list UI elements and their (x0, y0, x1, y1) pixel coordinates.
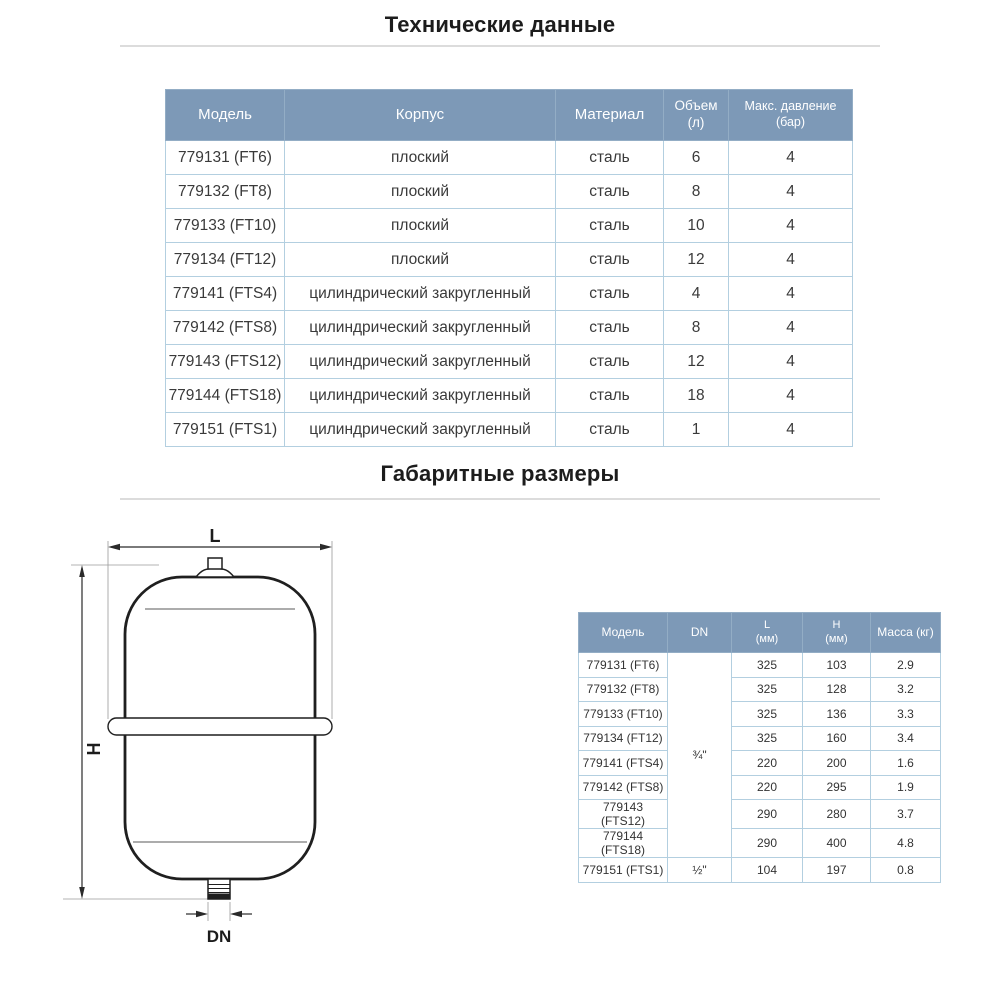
dim-table-header (579, 613, 941, 653)
cell-mass: 3.7 (871, 800, 941, 829)
tech-table-row (166, 345, 853, 379)
cell-model: 779142 (FTS8) (166, 311, 285, 345)
cell-volume: 1 (664, 413, 729, 447)
cell-l: 104 (732, 858, 803, 883)
dim-col-h: H (мм) (803, 613, 871, 653)
dim-table-row (579, 829, 941, 858)
section-divider (120, 498, 880, 500)
cell-mass: 1.6 (871, 751, 941, 776)
cell-dn-group: ¾" (668, 653, 732, 858)
cell-material: сталь (556, 277, 664, 311)
cell-material: сталь (556, 379, 664, 413)
cell-h: 160 (803, 726, 871, 751)
dim-col-dn: DN (668, 613, 732, 653)
cell-body: цилиндрический закругленный (285, 345, 556, 379)
cell-pressure: 4 (729, 175, 853, 209)
cell-pressure: 4 (729, 311, 853, 345)
cell-mass: 1.9 (871, 775, 941, 800)
cell-body: плоский (285, 175, 556, 209)
cell-h: 103 (803, 653, 871, 678)
tech-table-row (166, 209, 853, 243)
cell-body: плоский (285, 141, 556, 175)
cell-material: сталь (556, 413, 664, 447)
tech-table-row (166, 141, 853, 175)
cell-body: плоский (285, 209, 556, 243)
tech-col-volume: Объем (л) (664, 90, 729, 141)
tech-header-row (166, 90, 853, 141)
dim-table-body (579, 653, 941, 883)
cell-volume: 10 (664, 209, 729, 243)
tank-diagram (55, 512, 355, 952)
cell-body: плоский (285, 243, 556, 277)
cell-l: 325 (732, 653, 803, 678)
cell-model: 779133 (FT10) (579, 702, 668, 727)
bottom-connection (208, 879, 230, 899)
cell-material: сталь (556, 345, 664, 379)
dimension-H-arrow (79, 565, 85, 899)
dn-dimension-arrows (186, 902, 252, 921)
cell-model: 779133 (FT10) (166, 209, 285, 243)
tech-table-row (166, 311, 853, 345)
cell-material: сталь (556, 209, 664, 243)
tech-col-model: Модель (166, 90, 285, 141)
cell-l: 325 (732, 702, 803, 727)
cell-model: 779143 (FTS12) (166, 345, 285, 379)
cell-mass: 3.2 (871, 677, 941, 702)
cell-model: 779144 (FTS18) (579, 829, 668, 858)
dim-header-row (579, 613, 941, 653)
cell-h: 280 (803, 800, 871, 829)
cell-pressure: 4 (729, 243, 853, 277)
cell-model: 779144 (FTS18) (166, 379, 285, 413)
tech-col-pressure: Макс. давление (бар) (729, 90, 853, 141)
cell-volume: 12 (664, 243, 729, 277)
cell-model: 779151 (FTS1) (579, 858, 668, 883)
cell-pressure: 4 (729, 345, 853, 379)
cell-material: сталь (556, 243, 664, 277)
tech-col-material: Материал (556, 90, 664, 141)
cell-h: 197 (803, 858, 871, 883)
cell-model: 779132 (FT8) (579, 677, 668, 702)
cell-body: цилиндрический закругленный (285, 311, 556, 345)
dim-table-row (579, 702, 941, 727)
mounting-strap (108, 718, 332, 735)
tech-col-body: Корпус (285, 90, 556, 141)
cell-material: сталь (556, 175, 664, 209)
cell-volume: 18 (664, 379, 729, 413)
cell-volume: 8 (664, 311, 729, 345)
dimensions-table (578, 612, 941, 883)
cell-mass: 2.9 (871, 653, 941, 678)
dim-table-row (579, 800, 941, 829)
cell-l: 325 (732, 726, 803, 751)
dim-table-row (579, 775, 941, 800)
cell-volume: 12 (664, 345, 729, 379)
tech-table-row (166, 243, 853, 277)
cell-model: 779134 (FT12) (579, 726, 668, 751)
section-title-technical-data: Технические данные (384, 12, 616, 37)
cell-h: 128 (803, 677, 871, 702)
cell-pressure: 4 (729, 379, 853, 413)
cell-l: 325 (732, 677, 803, 702)
cell-pressure: 4 (729, 277, 853, 311)
cell-model: 779143 (FTS12) (579, 800, 668, 829)
cell-pressure: 4 (729, 141, 853, 175)
cell-volume: 6 (664, 141, 729, 175)
cell-l: 220 (732, 751, 803, 776)
cell-material: сталь (556, 311, 664, 345)
cell-volume: 8 (664, 175, 729, 209)
cell-l: 290 (732, 800, 803, 829)
dim-col-l: L (мм) (732, 613, 803, 653)
label-L: L (209, 526, 221, 546)
cell-mass: 3.4 (871, 726, 941, 751)
cell-model: 779142 (FTS8) (579, 775, 668, 800)
cell-model: 779132 (FT8) (166, 175, 285, 209)
cell-model: 779141 (FTS4) (579, 751, 668, 776)
cell-h: 400 (803, 829, 871, 858)
dim-table-row (579, 677, 941, 702)
label-DN: DN (206, 927, 232, 946)
cell-model: 779131 (FT6) (579, 653, 668, 678)
tech-table-row (166, 175, 853, 209)
cell-h: 295 (803, 775, 871, 800)
air-valve (196, 558, 234, 577)
tech-table-row (166, 379, 853, 413)
cell-h: 200 (803, 751, 871, 776)
section-divider (120, 45, 880, 47)
cell-mass: 0.8 (871, 858, 941, 883)
tech-table-body (166, 141, 853, 447)
cell-model: 779151 (FTS1) (166, 413, 285, 447)
label-H: H (84, 742, 104, 756)
technical-data-table (165, 89, 853, 447)
dim-table-row (579, 858, 941, 883)
cell-body: цилиндрический закругленный (285, 413, 556, 447)
cell-model: 779134 (FT12) (166, 243, 285, 277)
tech-table-header (166, 90, 853, 141)
cell-h: 136 (803, 702, 871, 727)
cell-mass: 3.3 (871, 702, 941, 727)
cell-dn: ½" (668, 858, 732, 883)
dim-col-mass: Масса (кг) (871, 613, 941, 653)
section-title-dimensions: Габаритные размеры (380, 461, 620, 486)
cell-l: 220 (732, 775, 803, 800)
cell-model: 779141 (FTS4) (166, 277, 285, 311)
tech-table-row (166, 277, 853, 311)
cell-volume: 4 (664, 277, 729, 311)
tech-table-row (166, 413, 853, 447)
cell-l: 290 (732, 829, 803, 858)
cell-material: сталь (556, 141, 664, 175)
dim-col-model: Модель (579, 613, 668, 653)
cell-body: цилиндрический закругленный (285, 379, 556, 413)
cell-pressure: 4 (729, 413, 853, 447)
dim-table-row (579, 751, 941, 776)
dim-table-row (579, 653, 941, 678)
cell-body: цилиндрический закругленный (285, 277, 556, 311)
dim-table-row (579, 726, 941, 751)
cell-model: 779131 (FT6) (166, 141, 285, 175)
cell-pressure: 4 (729, 209, 853, 243)
cell-mass: 4.8 (871, 829, 941, 858)
